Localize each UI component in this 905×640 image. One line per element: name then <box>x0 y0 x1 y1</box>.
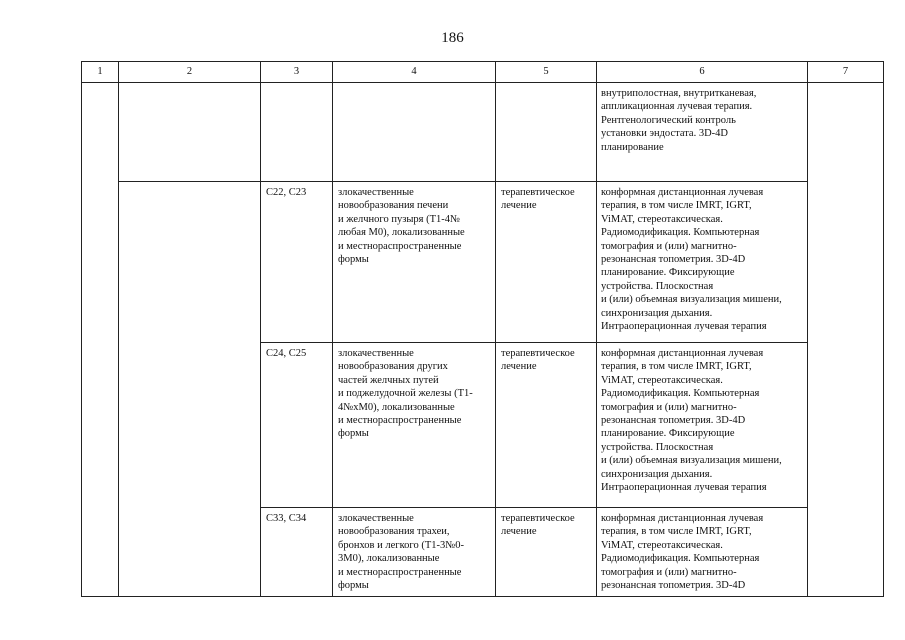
cell-condition <box>333 83 496 182</box>
cell-treatment-type <box>496 83 597 182</box>
cell-col7 <box>808 83 884 597</box>
treatment-type-text: терапевтическое лечение <box>501 187 575 212</box>
table-row <box>82 83 884 182</box>
condition-text: злокачественные новообразования трахеи, бронхов и легкого (T1-3№0- 3M0), локализованные и местнораспространенные формы <box>338 513 465 592</box>
column-header: 6 <box>597 62 808 83</box>
column-header: 2 <box>119 62 261 83</box>
cell-method <box>597 83 808 182</box>
cell-group <box>119 182 261 597</box>
treatment-type-text: терапевтическое лечение <box>501 348 575 373</box>
condition-text <box>333 83 495 89</box>
treatment-type-text: терапевтическое лечение <box>501 513 575 538</box>
column-header: 1 <box>82 62 119 83</box>
method-text: конформная дистанционная лучевая терапия, в том числе IMRT, IGRT, ViMAT, стереотаксическая. Радиомодификация. Компьютерная томография и (или) магнитно- резонансная топометрия. 3D-4D <box>601 513 764 592</box>
cell-method <box>597 508 808 597</box>
method-text: внутриполостная, внутритканевая, аппликационная лучевая терапия. Рентгенологический контроль установки эндостата. 3D-4D планирование <box>601 88 757 153</box>
cell-treatment-type <box>496 343 597 508</box>
treatment-table <box>81 61 884 597</box>
table-header-row <box>82 62 884 83</box>
codes-text: C24, C25 <box>266 348 307 359</box>
cell-condition <box>333 343 496 508</box>
codes-text: C22, C23 <box>266 187 307 198</box>
treatment-type-text <box>496 83 596 89</box>
codes-text: C33, C34 <box>266 513 307 524</box>
cell-codes <box>261 508 333 597</box>
column-header: 7 <box>808 62 884 83</box>
cell-codes <box>261 182 333 343</box>
cell-codes <box>261 343 333 508</box>
column-header: 3 <box>261 62 333 83</box>
condition-text: злокачественные новообразования печени и желчного пузыря (T1-4№ любая M0), локализованные и местнораспространенные формы <box>338 187 465 266</box>
method-text: конформная дистанционная лучевая терапия, в том числе IMRT, IGRT, ViMAT, стереотаксическая. Радиомодификация. Компьютерная томография и (или) магнитно- резонансная топометрия. 3D-4D планирование. Фиксирующие устройства. Плоскостная и (или) объемная визуализация мишени, синхронизация дыхания. Интраоперационная лучевая терапия <box>601 348 782 494</box>
table-row <box>82 182 884 343</box>
column-header: 4 <box>333 62 496 83</box>
page-number: 186 <box>441 30 464 46</box>
method-text: конформная дистанционная лучевая терапия, в том числе IMRT, IGRT, ViMAT, стереотаксическая. Радиомодификация. Компьютерная томография и (или) магнитно- резонансная топометрия. 3D-4D планирование. Фиксирующие устройства. Плоскостная и (или) объемная визуализация мишени, синхронизация дыхания. Интраоперационная лучевая терапия <box>601 187 782 333</box>
cell-treatment-type <box>496 508 597 597</box>
cell-condition <box>333 508 496 597</box>
cell-treatment-type <box>496 182 597 343</box>
cell-group <box>119 83 261 182</box>
cell-condition <box>333 182 496 343</box>
codes-text <box>261 83 332 89</box>
column-header: 5 <box>496 62 597 83</box>
condition-text: злокачественные новообразования других частей желчных путей и поджелудочной железы (T1- 4№xM0), локализованные и местнораспространенные формы <box>338 348 473 440</box>
cell-method <box>597 343 808 508</box>
cell-method <box>597 182 808 343</box>
cell-codes <box>261 83 333 182</box>
cell-number <box>82 83 119 597</box>
